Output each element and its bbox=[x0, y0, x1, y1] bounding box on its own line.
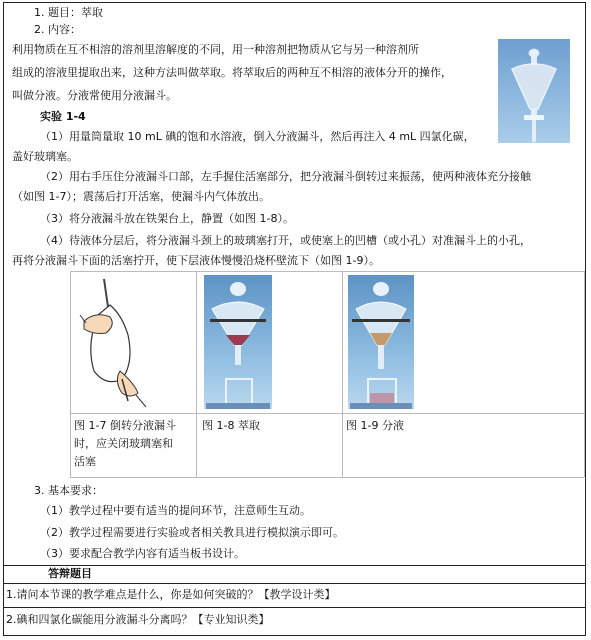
step-4-line-2: 再将分液漏斗下面的活塞拧开，使下层液体慢慢沿烧杯壁流下（如图 1-9）。 bbox=[12, 254, 380, 267]
step-4-line-1: （4）待液体分层后，将分液漏斗颈上的玻璃塞打开，或使塞上的凹槽（或小孔）对准漏斗上的小孔， bbox=[40, 234, 531, 247]
extraction-photo bbox=[204, 275, 272, 409]
step-3-line-1: （3）将分液漏斗放在铁架台上，静置（如图 1-8）。 bbox=[40, 212, 294, 225]
figure-1-9-caption bbox=[346, 417, 404, 435]
caption-line: 图 1-7 倒转分液漏斗 bbox=[74, 419, 176, 432]
step-1-line-2: 盖好玻璃塞。 bbox=[12, 150, 78, 163]
intro-line-2: 组成的溶液里提取出来，这种方法叫做萃取。将萃取后的两种互不相溶的液体分开的操作， bbox=[12, 66, 452, 79]
figure-grid-line bbox=[196, 271, 197, 477]
separation-apparatus-icon bbox=[348, 275, 414, 409]
caption-line: 图 1-8 萃取 bbox=[202, 419, 260, 432]
caption-line: 活塞 bbox=[74, 455, 96, 468]
separatory-funnel-photo bbox=[498, 39, 570, 143]
figure-grid-mid bbox=[70, 413, 584, 414]
figure-grid-bottom bbox=[70, 477, 584, 478]
requirement-2: （2）教学过程需要进行实验或者相关教具进行模拟演示即可。 bbox=[40, 526, 344, 539]
question-2: 2.碘和四氯化碳能用分液漏斗分离吗？【专业知识类】 bbox=[6, 613, 270, 626]
figure-grid-top bbox=[70, 271, 584, 272]
requirement-3: （3）要求配合教学内容有适当板书设计。 bbox=[40, 547, 245, 560]
experiment-title: 实验 1-4 bbox=[40, 110, 86, 123]
content-heading: 2. 内容： bbox=[34, 23, 81, 36]
step-2-line-1: （2）用右手压住分液漏斗口部，左手握住活塞部分，把分液漏斗倒转过来振荡，使两种液体充分接触 bbox=[40, 170, 531, 183]
intro-line-3: 叫做分液。分液常使用分液漏斗。 bbox=[12, 89, 177, 102]
figure-grid-line bbox=[584, 271, 585, 477]
extraction-apparatus-icon bbox=[204, 275, 272, 409]
qa-divider-2 bbox=[4, 607, 585, 608]
funnel-icon bbox=[498, 39, 570, 143]
step-2-line-2: （如图 1-7）；震荡后打开活塞，使漏斗内气体放出。 bbox=[12, 190, 270, 203]
figure-grid-line bbox=[342, 271, 343, 477]
document-table bbox=[3, 2, 586, 636]
qa-title: 答辩题目 bbox=[48, 567, 92, 580]
separation-photo bbox=[348, 275, 414, 409]
caption-line: 时，应关闭玻璃塞和 bbox=[74, 437, 173, 450]
caption-line: 图 1-9 分液 bbox=[346, 419, 404, 432]
figure-1-7-caption bbox=[74, 417, 176, 471]
requirements-heading: 3. 基本要求： bbox=[34, 484, 103, 497]
figure-grid-line bbox=[70, 271, 71, 477]
topic-heading: 1. 题目：萃取 bbox=[34, 6, 103, 19]
qa-divider-1 bbox=[4, 583, 585, 584]
inverted-funnel-figure bbox=[76, 275, 192, 409]
step-1-line-1: （1）用量筒量取 10 mL 碘的饱和水溶液，倒入分液漏斗，然后再注入 4 mL 四氯化碳， bbox=[40, 130, 475, 143]
requirement-1: （1）教学过程中要有适当的提问环节，注意师生互动。 bbox=[40, 504, 311, 517]
figure-1-8-caption bbox=[202, 417, 260, 435]
intro-line-1: 利用物质在互不相溶的溶剂里溶解度的不同，用一种溶剂把物质从它与另一种溶剂所 bbox=[12, 43, 419, 56]
question-1: 1.请问本节课的教学难点是什么，你是如何突破的？【教学设计类】 bbox=[6, 588, 336, 601]
